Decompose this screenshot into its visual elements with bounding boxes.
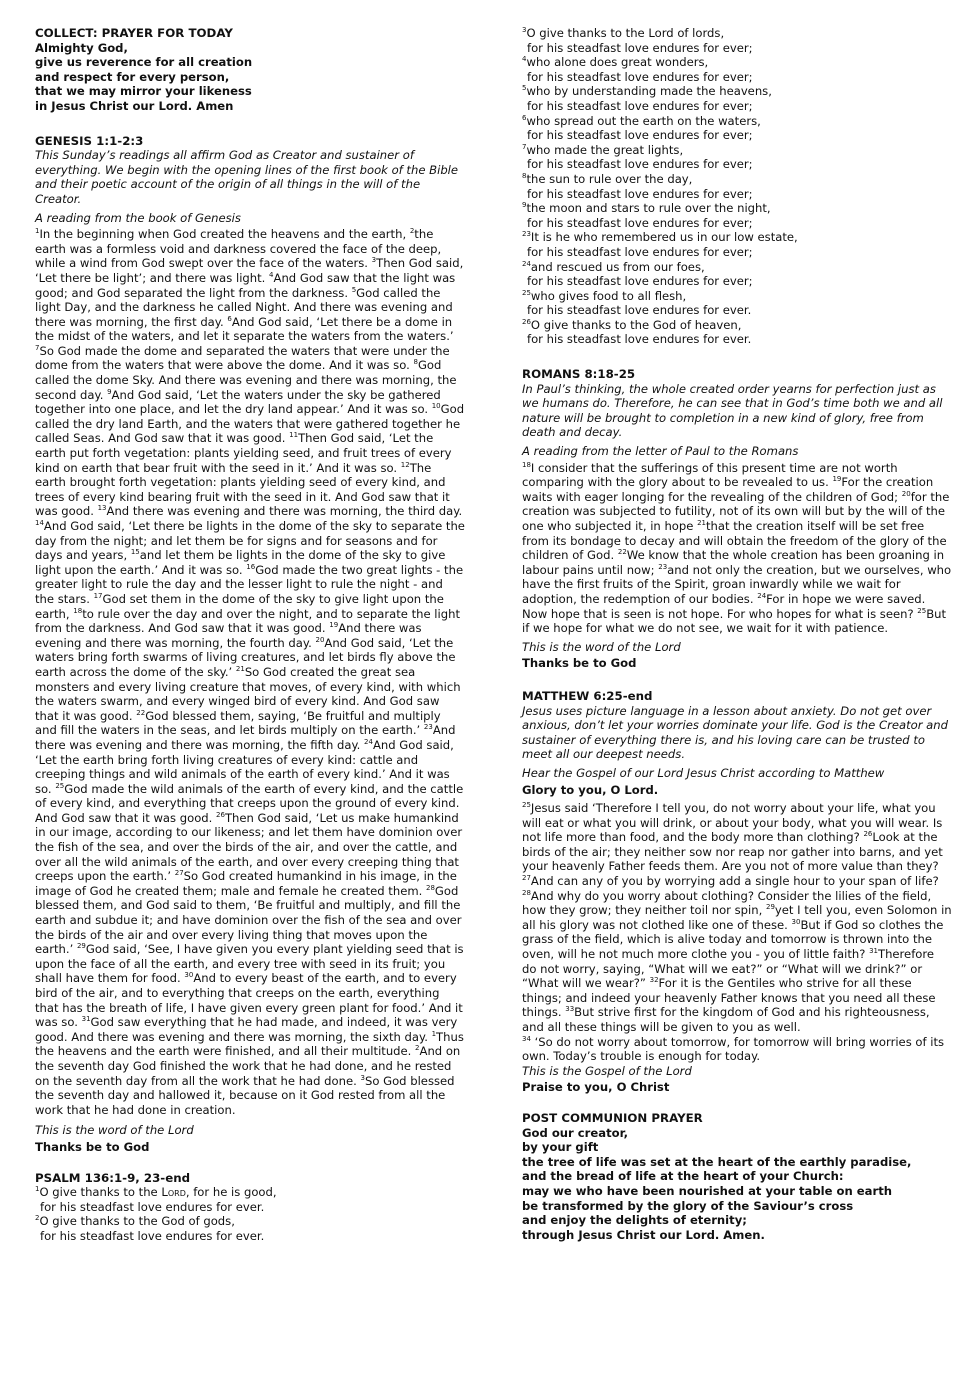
matthew-response-2: Praise to you, O Christ [522, 1080, 670, 1095]
verse-number: 27 [174, 869, 184, 878]
psalm-line-a: O give thanks to the God of gods, [39, 1214, 235, 1229]
psalm-refrain: for his steadfast love endures for ever; [527, 244, 753, 259]
genesis-reading-label: A reading from the book of Genesis [35, 210, 241, 225]
psalm-line-a: who gives food to all flesh, [530, 288, 687, 303]
verse-number: 24 [364, 738, 373, 747]
verse-text: And God said, ‘Let the earth bring forth living creatures of every kind: cattle and creeping things and wild animals of the earth of every kind.’ And it was so. [35, 737, 454, 796]
verse-number: 32 [649, 976, 659, 985]
romans-text [522, 461, 952, 636]
verse-number: 4 [269, 271, 274, 280]
psalm-line-a: who by understanding made the heavens, [526, 84, 772, 99]
verse-text: God said, ‘See, I have given you every plant yielding seed that is upon the face of all the earth, and every tree with seed in its fruit; you shall have them for food. [35, 942, 464, 986]
psalm-refrain: for his steadfast love endures for ever; [527, 69, 753, 84]
verse-number: 1 [35, 227, 40, 236]
right-column [522, 26, 952, 1242]
genesis-text [35, 227, 465, 1117]
verse-text: And God said, ‘Let the waters bring forth swarms of living creatures, and let birds fly above the earth across the dome of the sky.’ [35, 635, 456, 679]
post-communion-line: and enjoy the delights of eternity; [522, 1213, 747, 1228]
psalm-line-a: who made the great lights, [526, 142, 684, 157]
verse-number: 27 [522, 874, 531, 883]
psalm-line-a: It is he who remembered us in our low estate, [530, 230, 798, 245]
genesis-heading: GENESIS 1:1-2:3 [35, 133, 144, 148]
psalm-verse [522, 84, 952, 99]
psalm-verses-right [522, 26, 952, 347]
genesis-intro: This Sunday’s readings all affirm God as Creator and sustainer of everything. We begin with the opening lines of the first book of the Bible and their poetic account of the origin of all things in the will of the Creator. [35, 148, 459, 206]
matthew-text-last [522, 1035, 952, 1064]
verse-text: But if we hope for what we do not see, we wait for it with patience. [522, 606, 947, 636]
verse-text: God made the wild animals of the earth of every kind, and the cattle of every kind, and everything that creeps upon the ground of every kind. And God saw that it was good. [35, 781, 464, 825]
verse-number: 25 [55, 781, 65, 790]
post-communion-section [522, 1111, 952, 1242]
verse-number: 26 [216, 811, 225, 820]
verse-number: 5 [522, 84, 527, 93]
verse-text: Jesus said ‘Therefore I tell you, do not worry about your life, what you will eat or what you will drink, or about your body, what you will wear. Is not life more than food, and the body more than clothing? [522, 801, 943, 845]
romans-response-2: Thanks be to God [522, 656, 637, 671]
verse-number: 21 [235, 665, 245, 674]
verse-number: 23 [658, 562, 668, 571]
verse-number: 3 [522, 26, 527, 35]
verse-number: 15 [130, 548, 140, 557]
psalm-verse [522, 114, 952, 129]
verse-number: 25 [522, 288, 531, 297]
verse-number: 20 [315, 635, 325, 644]
verse-number: 10 [431, 402, 441, 411]
collect-prayer [35, 41, 465, 114]
psalm-verse [35, 1185, 465, 1200]
psalm-line-a: who spread out the earth on the waters, [526, 113, 761, 128]
psalm-verses-left [35, 1185, 465, 1243]
matthew-acclamation: Glory to you, O Lord. [522, 782, 659, 797]
verse-number: 23 [423, 723, 433, 732]
verse-number: 16 [246, 562, 256, 571]
collect-line: that we may mirror your likeness [35, 84, 252, 99]
verse-text: And God said, ‘Let there be lights in the dome of the sky to separate the day from the night; and let them be for signs and for seasons and for days and years, [35, 519, 465, 563]
matthew-response-1: This is the Gospel of the Lord [522, 1063, 692, 1078]
psalm-refrain: for his steadfast love endures for ever. [40, 1199, 265, 1214]
verse-text: And God said, ‘Let the waters under the sky be gathered together into one place, and let the dry land appear.’ And it was so. [35, 387, 441, 417]
verse-number: 12 [400, 460, 410, 469]
psalm-verse [522, 143, 952, 158]
verse-number: 1 [431, 1029, 437, 1038]
psalm-verse [522, 201, 952, 216]
verse-number: 7 [35, 344, 40, 353]
verse-text: God made the two great lights - the greater light to rule the day and the lesser light to rule the night - and the stars. [35, 562, 464, 606]
verse-text: God called the light Day, and the darkness he called Night. And there was evening and there was morning, the first day. [35, 285, 453, 329]
psalm-verse [522, 289, 952, 304]
romans-heading: ROMANS 8:18-25 [522, 367, 636, 382]
verse-number: 24 [522, 259, 531, 268]
verse-text: and not only the creation, but we ourselves, who have the first fruits of the Spirit, groan inwardly while we wait for adoption, the redemption of our bodies. [522, 562, 952, 606]
psalm-line-a: the moon and stars to rule over the night, [526, 201, 771, 216]
psalm-line-a-rest: , for he is good, [185, 1185, 277, 1200]
psalm-verse [522, 230, 952, 245]
left-column [35, 26, 465, 1244]
verse-text: And there was evening and there was morning, the fifth day. [35, 723, 456, 752]
verse-text: Then God said, ‘Let there be light’; and there was light. [35, 256, 464, 285]
psalm-verse [522, 55, 952, 70]
verse-number: 30 [791, 917, 801, 926]
matthew-text [522, 801, 952, 1035]
post-communion-line: the tree of life was set at the heart of the earthly paradise, [522, 1154, 912, 1169]
verse-text: So God blessed the seventh day and hallowed it, because on it God rested from all the work that he had done in creation. [35, 1073, 455, 1117]
genesis-section [35, 134, 465, 1155]
psalm-line-a: O give thanks to the God of heaven, [530, 317, 742, 332]
verse-number: 34 [522, 1034, 531, 1043]
verse-number: 8 [413, 358, 418, 367]
psalm-refrain: for his steadfast love endures for ever; [527, 274, 753, 289]
verse-number: 7 [522, 142, 527, 151]
verse-text: So God made the dome and separated the waters that were under the dome from the waters that were above the dome. And it was so. [35, 343, 450, 373]
psalm-line-a: and rescued us from our foes, [530, 259, 705, 274]
psalm-verse [35, 1214, 465, 1229]
verse-text: Therefore do not worry, saying, “What will we eat?” or “What will we drink?” or “What will we wear?” [522, 947, 935, 991]
verse-number: 18 [73, 606, 83, 615]
collect-line: give us reverence for all creation [35, 55, 253, 70]
verse-number: 26 [522, 318, 531, 327]
verse-text: God blessed them, saying, ‘Be fruitful and multiply and fill the waters in the seas, and let birds multiply on the earth.’ [35, 708, 441, 738]
verse-text: God called the dome Sky. And there was evening and there was morning, the second day. [35, 358, 457, 402]
verse-number: 5 [351, 285, 357, 294]
verse-text: We know that the whole creation has been groaning in labour pains until now; [522, 548, 945, 577]
verse-number: 4 [522, 55, 527, 64]
post-communion-prayer [522, 1126, 952, 1243]
verse-number: 33 [565, 1005, 575, 1014]
romans-response-1: This is the word of the Lord [522, 639, 681, 654]
genesis-response-2: Thanks be to God [35, 1139, 150, 1154]
matthew-section [522, 689, 952, 1095]
verse-text: And to every beast of the earth, and to every bird of the air, and to everything that creeps on the earth, everything that has the breath of life, I have given every green plant for food.’ And it was so. [35, 971, 463, 1030]
verse-text: And on the seventh day God finished the work that he had done, and he rested on the seventh day from all the work that he had done. [35, 1044, 461, 1088]
psalm-refrain: for his steadfast love endures for ever; [527, 186, 753, 201]
verse-number: 22 [136, 708, 146, 717]
verse-number: 9 [107, 387, 112, 396]
psalm-verse [522, 318, 952, 333]
psalm-refrain: for his steadfast love endures for ever; [527, 128, 753, 143]
collect-line: in Jesus Christ our Lord. Amen [35, 98, 234, 113]
verse-text: For the creation waits with eager longing for the revealing of the children of God; [522, 475, 934, 504]
verse-number: 1 [35, 1185, 40, 1194]
genesis-response-1: This is the word of the Lord [35, 1123, 194, 1138]
psalm-refrain: for his steadfast love endures for ever; [527, 98, 753, 113]
verse-number: 28 [522, 888, 531, 897]
psalm-verse [522, 172, 952, 187]
psalm-refrain: for his steadfast love endures for ever. [527, 332, 752, 347]
verse-number: 20 [901, 489, 911, 498]
verse-text: God set them in the dome of the sky to give light upon the earth, [35, 591, 444, 621]
psalm-verse [522, 26, 952, 41]
verse-number: 3 [371, 256, 377, 265]
verse-text: I consider that the sufferings of this present time are not worth comparing with the glory about to be revealed to us. [522, 460, 898, 490]
verse-text: And why do you worry about clothing? Consider the lilies of the field, how they grow; they neither toil nor spin, [522, 888, 932, 918]
verse-number: 3 [360, 1073, 365, 1082]
verse-number: 31 [869, 947, 878, 956]
psalm-line-a: O give thanks to the Lord of lords, [526, 26, 725, 40]
verse-number: 6 [227, 314, 232, 323]
verse-text: In the beginning when God created the heavens and the earth, [39, 227, 410, 242]
verse-text: Thus the heavens and the earth were finished, and all their multitude. [35, 1029, 464, 1059]
romans-reading-label: A reading from the letter of Paul to the Romans [522, 444, 799, 459]
verse-text: for the creation was subjected to futility, not of its own will but by the will of the one who subjected it, in hope [522, 489, 950, 533]
verse-text: And there was evening and there was morning, the fourth day. [35, 621, 422, 650]
verse-number: 9 [522, 201, 527, 210]
verse-text: to rule over the day and over the night, and to separate the light from the darkness. And God saw that it was good. [35, 606, 460, 636]
verse-number: 18 [522, 460, 531, 469]
verse-number: 24 [757, 592, 767, 601]
verse-number: 22 [617, 548, 627, 557]
verse-number: 26 [863, 830, 873, 839]
verse-text: that the creation itself will be set free from its bondage to decay and will obtain the freedom of the glory of the children of God. [522, 519, 947, 563]
collect-heading: COLLECT: PRAYER FOR TODAY [35, 26, 233, 40]
verse-number: 19 [832, 475, 842, 484]
verse-number: 28 [426, 883, 435, 892]
post-communion-line: by your gift [522, 1140, 599, 1155]
verse-text: God saw everything that he had made, and indeed, it was very good. And there was evening and there was morning, the sixth day. [35, 1015, 458, 1044]
verse-number: 25 [917, 606, 927, 615]
verse-text: So God created humankind in his image, in the image of God he created them; male and female he created them. [35, 869, 457, 898]
verse-number: 25 [522, 801, 531, 810]
collect-line: and respect for every person, [35, 69, 230, 84]
post-communion-line: God our creator, [522, 1125, 628, 1140]
verse-text: God blessed them, and God said to them, ‘Be fruitful and multiply, and fill the earth and subdue it; and have dominion over the fish of the sea and over the birds of the air and over every living thing that moves upon the earth.’ [35, 883, 462, 957]
verse-number: 14 [35, 519, 44, 528]
collect-line: Almighty God, [35, 40, 128, 55]
verse-number: 2 [35, 1214, 40, 1223]
collect-section [35, 26, 465, 114]
verse-number: 13 [97, 504, 107, 513]
verse-text: and let them be lights in the dome of the sky to give light upon the earth.’ And it was so. [35, 548, 446, 577]
psalm-refrain: for his steadfast love endures for ever; [527, 40, 753, 55]
post-communion-line: through Jesus Christ our Lord. Amen. [522, 1227, 765, 1242]
verse-text: And there was evening and there was morning, the third day. [106, 504, 463, 519]
verse-text: But strive first for the kingdom of God and his righteousness, and all these things will be given to you as well. [522, 1005, 930, 1034]
psalm-refrain: for his steadfast love endures for ever. [527, 303, 752, 318]
verse-number: 30 [184, 971, 194, 980]
verse-number: 23 [522, 230, 531, 239]
verse-text: Then God said, ‘Let the earth put forth vegetation: plants yielding seed, and fruit trees of every kind on earth that bear fruit with the seed in it.’ And it was so. [35, 431, 452, 475]
matthew-intro: Jesus uses picture language in a lesson about anxiety. Do not get over anxious, don’t let your worries dominate your life. God is the Creator and sustainer of everything there is, and his loving care can be trusted to meet all our deepest needs. [522, 703, 948, 762]
post-communion-heading: POST COMMUNION PRAYER [522, 1110, 703, 1125]
psalm-line-a: the sun to rule over the day, [526, 171, 693, 186]
divine-name: Lord [161, 1185, 186, 1200]
verse-text: Look at the birds of the air; they neither sow nor reap nor gather into barns, and yet your heavenly Father feeds them. Are you not of more value than they? [522, 830, 943, 874]
verse-text: the earth was a formless void and darkness covered the face of the deep, while a wind from God swept over the face of the waters. [35, 227, 442, 271]
verse-text: ‘So do not worry about tomorrow, for tomorrow will bring worries of its own. Today’s trouble is enough for today. [522, 1034, 945, 1064]
psalm-refrain: for his steadfast love endures for ever; [527, 157, 753, 172]
verse-number: 17 [93, 592, 103, 601]
verse-number: 29 [765, 903, 775, 912]
verse-text: The earth brought forth vegetation: plants yielding seed of every kind, and trees of every kind bearing fruit with the seed in it. And God saw that it was good. [35, 460, 450, 519]
romans-section [522, 367, 952, 671]
verse-text: Then God said, ‘Let us make humankind in our image, according to our likeness; and let them have dominion over the fish of the sea, and over the birds of the air, and over the cattle, and over all the wild animals of the earth, and over every creeping thing that creeps upon the earth.’ [35, 810, 463, 884]
verse-number: 31 [81, 1015, 91, 1024]
verse-number: 11 [289, 431, 299, 440]
verse-text: And can any of you by worrying add a single hour to your span of life? [530, 874, 939, 889]
verse-number: 21 [697, 519, 706, 528]
verse-text: And God saw that the light was good; and God separated the light from the darkness. [35, 270, 456, 300]
verse-number: 2 [409, 227, 415, 236]
psalm-line-a: O give thanks to the [39, 1185, 162, 1200]
psalm-verse [522, 260, 952, 275]
verse-number: 2 [415, 1044, 420, 1053]
psalm-line-a: who alone does great wonders, [526, 55, 709, 70]
verse-text: So God created the great sea monsters and every living creature that moves, of every kind, with which the waters swarm, and every winged bird of every kind. And God saw that it was good. [35, 664, 461, 723]
verse-text: And God said, ‘Let there be a dome in the midst of the waters, and let it separate the waters from the waters.’ [35, 314, 454, 344]
post-communion-line: be transformed by the glory of the Saviour’s cross [522, 1198, 854, 1213]
matthew-heading: MATTHEW 6:25-end [522, 688, 653, 703]
verse-text: For it is the Gentiles who strive for all these things; and indeed your heavenly Father knows that you need all these things. [522, 976, 936, 1020]
verse-number: 29 [76, 942, 86, 951]
verse-number: 6 [522, 113, 527, 122]
romans-intro: In Paul’s thinking, the whole created order yearns for perfection just as we humans do. Therefore, he can see that in God’s time both we and all nature will be brought to completion in a new kind of glory, free from death and decay. [522, 381, 943, 440]
psalm-refrain: for his steadfast love endures for ever; [527, 215, 753, 230]
psalm-section [35, 1171, 465, 1244]
psalm-refrain: for his steadfast love endures for ever. [40, 1228, 265, 1243]
matthew-reading-label: Hear the Gospel of our Lord Jesus Christ according to Matthew [522, 765, 885, 780]
verse-text: God called the dry land Earth, and the waters that were gathered together he called Seas. And God saw that it was good. [35, 402, 465, 446]
verse-text: For in hope we were saved. Now hope that is seen is not hope. For who hopes for what is seen? [522, 591, 926, 621]
verse-text: yet I tell you, even Solomon in all his glory was not clothed like one of these. [522, 903, 952, 932]
verse-text: But if God so clothes the grass of the field, which is alive today and tomorrow is thrown into the oven, will he not much more clothe you - you of little faith? [522, 917, 944, 962]
post-communion-line: and the bread of life at the heart of your Church: [522, 1169, 844, 1184]
verse-number: 8 [522, 172, 527, 181]
post-communion-line: may we who have been nourished at your table on earth [522, 1183, 893, 1198]
verse-number: 19 [329, 621, 339, 630]
psalm-heading: PSALM 136:1-9, 23-end [35, 1170, 191, 1185]
